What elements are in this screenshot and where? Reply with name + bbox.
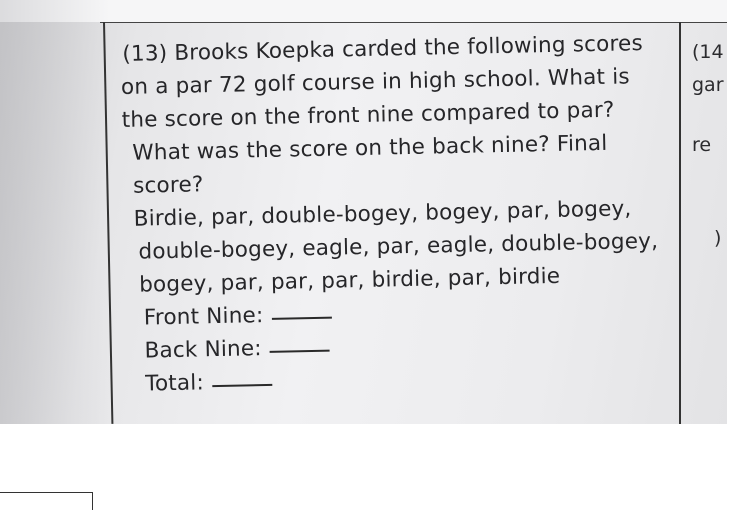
bottom-corner-box (0, 492, 93, 510)
problem-14-partial (692, 36, 724, 255)
front-nine-label: Front Nine: (143, 303, 264, 331)
next-problem-fragment: gar (692, 74, 724, 96)
back-nine-label: Back Nine: (144, 336, 262, 364)
scores-line: double-bogey, eagle, par, eagle, double-bogey, (138, 228, 659, 265)
problem-13 (120, 27, 667, 401)
left-shadow (0, 0, 110, 424)
next-problem-fragment: re (692, 134, 712, 156)
next-problem-fragment: (14 (692, 41, 724, 63)
next-problem-fragment: ) (714, 227, 722, 249)
table-column-divider (679, 22, 681, 424)
problem-text-line: score? (132, 172, 204, 199)
problem-text-line: the score on the front nine compared to par? (121, 97, 615, 133)
problem-text-line: What was the score on the back nine? Final (132, 130, 608, 166)
problem-text-line: (13) Brooks Koepka carded the following scores (122, 31, 644, 67)
back-nine-blank (270, 350, 330, 353)
problem-text-line: on a par 72 golf course in high school. What is (120, 64, 631, 100)
total-blank (212, 384, 272, 387)
scores-line: bogey, par, par, par, birdie, par, birdie (138, 263, 561, 298)
table-top-rule (100, 22, 727, 23)
total-label: Total: (144, 370, 205, 397)
scores-line: Birdie, par, double-bogey, bogey, par, bogey, (133, 196, 632, 232)
front-nine-blank (271, 317, 331, 320)
